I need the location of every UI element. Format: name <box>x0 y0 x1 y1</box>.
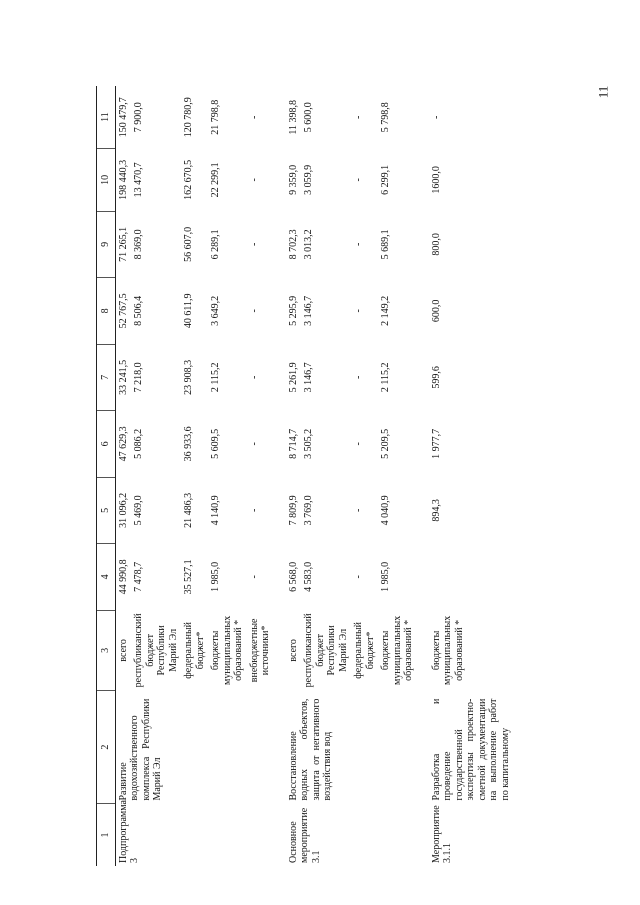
program-name: Восстановление водных объектов, защита от негативного воздействия вод <box>287 698 333 801</box>
amount-cell: 35 527,1 <box>183 559 194 595</box>
amount-cell: 13 470,7 <box>133 162 144 198</box>
amount-cell: 40 611,9 <box>183 293 194 329</box>
program-code: Мероприятие 3.1.1 <box>430 805 453 863</box>
amount-cell: - <box>353 375 364 379</box>
amount-cell: 2 115,2 <box>210 362 221 393</box>
col-header: 10 <box>97 149 116 211</box>
amount-cell: 23 908,3 <box>183 359 194 395</box>
amount-cell: 5 798,8 <box>380 102 391 133</box>
amount-cell: 5 261,9 <box>287 362 299 393</box>
amount-cell: 2 115,2 <box>380 362 391 393</box>
col-header: 9 <box>97 211 116 278</box>
funding-source: федеральный бюджет* <box>183 621 206 679</box>
funding-source: всего <box>117 639 129 662</box>
amount-cell: - <box>353 442 364 446</box>
amount-cell: - <box>353 575 364 579</box>
amount-cell: 5 600,0 <box>303 102 314 133</box>
amount-cell: 9 359,0 <box>287 164 299 195</box>
amount-cell: 599,6 <box>430 366 442 389</box>
amount-cell: 7 218,0 <box>133 362 144 393</box>
amount-cell: 22 299,1 <box>210 162 221 198</box>
col-header: 8 <box>97 278 116 345</box>
amount-cell: 33 241,5 <box>117 359 129 395</box>
amount-cell: 6 299,1 <box>380 164 391 195</box>
amount-cell: 6 289,1 <box>210 229 221 260</box>
amount-cell: 44 990,8 <box>117 559 129 595</box>
amount-cell: 150 479,7 <box>117 97 129 138</box>
amount-cell: - <box>248 115 260 119</box>
amount-cell: 3 769,0 <box>303 495 314 526</box>
amount-cell: - <box>430 115 442 119</box>
amount-cell: 11 398,8 <box>287 99 299 135</box>
amount-cell: 5 689,1 <box>380 229 391 260</box>
col-header: 1 <box>97 804 116 866</box>
amount-cell: 4 040,9 <box>380 495 391 526</box>
amount-cell: 5 609,5 <box>210 428 221 459</box>
amount-cell: 198 440,3 <box>117 159 129 200</box>
amount-cell: 1 985,0 <box>380 561 391 592</box>
amount-cell: 8 369,0 <box>133 229 144 260</box>
col-header: 3 <box>97 610 116 691</box>
amount-cell: 52 767,5 <box>117 293 129 329</box>
amount-cell: 4 140,9 <box>210 495 221 526</box>
program-code: Основное мероприятие 3.1 <box>287 807 322 863</box>
funding-source: внебюджетные источники* <box>248 618 271 683</box>
amount-cell: 7 478,7 <box>133 561 144 592</box>
program-name: Развитие водохозяйственного комплекса Республики Марий Эл <box>117 698 163 801</box>
amount-cell: - <box>353 178 364 182</box>
table-body <box>115 86 513 866</box>
col-header: 2 <box>97 691 116 804</box>
amount-cell: 3 146,7 <box>303 362 314 393</box>
funding-source: республиканский бюджет Республики Марий Эл <box>303 613 349 688</box>
amount-cell: 7 809,9 <box>287 495 299 526</box>
amount-cell: 1600,0 <box>430 166 442 194</box>
table-row <box>417 86 514 866</box>
amount-cell: 5 295,9 <box>287 295 299 326</box>
funding-source: бюджеты муниципальных образований * <box>380 615 414 685</box>
amount-cell: 1 985,0 <box>210 561 221 592</box>
header-row <box>97 86 116 866</box>
rotated-table-page <box>96 86 516 866</box>
amount-cell: 56 607,0 <box>183 226 194 262</box>
col-header: 5 <box>97 477 116 544</box>
funding-source: бюджеты муниципальных образований * <box>430 615 465 685</box>
amount-cell: 3 649,2 <box>210 295 221 326</box>
col-header: 7 <box>97 344 116 411</box>
funding-source: бюджеты муниципальных образований * <box>210 615 244 685</box>
amount-cell: - <box>353 115 364 119</box>
amount-cell: 6 568,0 <box>287 561 299 592</box>
amount-cell: 3 146,7 <box>303 295 314 326</box>
page-number: 11 <box>595 85 611 99</box>
amount-cell: 21 798,8 <box>210 99 221 135</box>
program-code: Подпрограмма 3 <box>117 800 140 863</box>
amount-cell: - <box>248 309 260 313</box>
col-header: 6 <box>97 411 116 478</box>
amount-cell: - <box>353 508 364 512</box>
amount-cell: 600,0 <box>430 299 442 323</box>
table-row <box>274 86 302 866</box>
amount-cell: 162 670,5 <box>183 159 194 200</box>
amount-cell: 120 780,9 <box>183 97 194 138</box>
amount-cell: 4 583,0 <box>303 561 314 592</box>
amount-cell: - <box>248 375 260 379</box>
amount-cell: 5 209,5 <box>380 428 391 459</box>
amount-cell: 3 505,2 <box>303 428 314 459</box>
amount-cell: 8 702,3 <box>287 229 299 260</box>
funding-source: республиканский бюджет Республики Марий Эл <box>133 613 179 688</box>
amount-cell: 3 013,2 <box>303 229 314 260</box>
funding-source: всего <box>287 639 299 662</box>
amount-cell: 1 977,7 <box>430 428 442 459</box>
col-header: 4 <box>97 544 116 611</box>
amount-cell: 894,3 <box>430 499 442 522</box>
amount-cell: - <box>248 508 260 512</box>
amount-cell: - <box>248 575 260 579</box>
amount-cell <box>417 544 514 611</box>
amount-cell: 2 149,2 <box>380 295 391 326</box>
amount-cell: 31 096,2 <box>117 492 129 528</box>
amount-cell: 21 486,3 <box>183 492 194 528</box>
program-name: Разработка и проведение государственной экспертизы проектно-сметной документации на выполнение работ по капитальному <box>430 698 511 801</box>
budget-table <box>96 86 513 866</box>
amount-cell: - <box>353 242 364 246</box>
amount-cell: 800,0 <box>430 233 442 256</box>
amount-cell: - <box>248 178 260 182</box>
amount-cell: 8 506,4 <box>133 295 144 326</box>
amount-cell: 7 900,0 <box>133 102 144 133</box>
amount-cell: 47 629,3 <box>117 426 129 462</box>
amount-cell: - <box>248 442 260 446</box>
amount-cell: 36 933,6 <box>183 426 194 462</box>
table-row <box>115 86 131 866</box>
amount-cell: - <box>248 242 260 246</box>
funding-source: федеральный бюджет* <box>353 621 376 679</box>
amount-cell: 5 469,0 <box>133 495 144 526</box>
col-header: 11 <box>97 86 116 149</box>
amount-cell: 5 086,2 <box>133 428 144 459</box>
amount-cell: - <box>353 309 364 313</box>
amount-cell: 71 265,1 <box>117 226 129 262</box>
amount-cell: 8 714,7 <box>287 428 299 459</box>
amount-cell: 3 059,9 <box>303 164 314 195</box>
